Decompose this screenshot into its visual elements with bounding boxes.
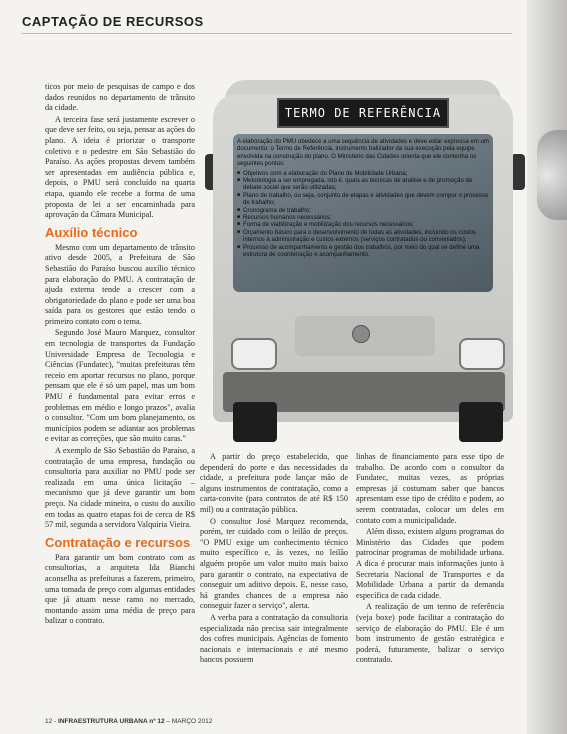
section-header: CAPTAÇÃO DE RECURSOS xyxy=(22,14,204,29)
wheel-right xyxy=(459,402,503,442)
headlight-left xyxy=(231,338,277,370)
paragraph: linhas de financiamento para esse tipo de trabalho. De acordo com o consultor da Fundatec, muitas vezes, as próprias empresas já costumam saber que bancos apresentam esse tipo de crédito e podem, ao serem contratadas, colocar um deles em contato com a municipalidade. xyxy=(356,452,504,525)
bus-destination-sign xyxy=(277,98,449,128)
list-item: ■ Recursos humanos necessários; xyxy=(237,214,490,221)
paragraph: Para garantir um bom contrato com as consultorias, a arquiteta Ida Bianchi aconselha as prefeituras a fazerem, primeiro, uma tomada de preço com algumas entidades que já atuam nesse ramo no mercado, montando assim uma média de preço para balizar o contrato. xyxy=(45,552,195,626)
adjacent-page-mirror-image xyxy=(537,130,567,220)
publication-name: INFRAESTRUTURA URBANA nº 12 xyxy=(58,718,165,725)
text-column-2 xyxy=(200,452,348,667)
subheading-contratacao: Contratação e recursos xyxy=(45,534,191,550)
paragraph: A exemplo de São Sebastião do Paraíso, a contratação de uma empresa, fundação ou consultoria para auxiliar no PMU pode ser realizada em uma única licitação – mecanismo que já deve garantir um bom preço. Na cidade mineira, o custo do auxílio em todas as quatro etapas foi de cerca de R$ 57 mil, segunda a servidora Valquíria Vieira. xyxy=(45,446,195,530)
issue-date: MARÇO 2012 xyxy=(171,718,213,725)
text-column-3 xyxy=(356,452,504,667)
box-intro: A elaboração do PMU obedece a uma sequência de atividades e deve estar expressa em um documento: o Termo de Referência, instrumento balizador da sua execução pela equipe envolvida na construção do plano. O Ministério das Cidades orienta que ele contenha os seguintes pontos: xyxy=(237,138,490,168)
text-column-1 xyxy=(45,82,195,628)
destination-text: TERMO DE REFERÊNCIA xyxy=(284,106,442,120)
paragraph: A realização de um termo de referência (veja boxe) pode facilitar a contratação do serviço de elaboração do PMU. Ele é um bom instrumento de gestão estratégica e poderá, futuramente, balizar o serviço contratado. xyxy=(356,602,504,665)
paragraph: O consultor José Marquez recomenda, porém, ter cuidado com o leilão de preços. "O PMU exige um conhecimento técnico muito específico e, às vezes, no leilão alguém propõe um valor muito mais baixo para garantir o contrato, na expectativa de conseguir um aditivo depois. E, nesse caso, há grandes chances de a empresa não conseguir fazer o serviço", alerta. xyxy=(200,516,348,611)
paragraph: A verba para a contratação da consultoria especializada não precisa sair integralmente dos cofres municipais. Agências de fomento nacionais e internacionais e até mesmo bancos possuem xyxy=(200,612,348,665)
bus-mirror-right xyxy=(511,154,525,190)
list-item: ■ Orçamento básico para o desenvolvimento de todas as atividades, incluindo os custos internos à administração e custos externos (serviços contratados ou conveniados); xyxy=(237,229,490,244)
list-item: ■ Forma de viabilização e mobilização dos recursos necessários; xyxy=(237,221,490,228)
page-footer: 12 - INFRAESTRUTURA URBANA nº 12 – MARÇO 2012 xyxy=(45,718,213,725)
reference-box xyxy=(237,138,490,259)
list-item: ■ Cronograma de trabalho; xyxy=(237,207,490,214)
page-fold-shadow xyxy=(527,0,567,734)
box-list xyxy=(237,170,490,259)
paragraph: Mesmo com um departamento de trânsito ativo desde 2005, a Prefeitura de São Sebastião do Paraíso buscou auxílio técnico para elaboração do PMU. A contratação de ajuda externa tende a crescer com a obrigatoriedade do plano e pode ser uma boa saída para os gestores que estão tendo o primeiro contato com o tema. xyxy=(45,242,195,326)
list-item: ■ Objetivos com a elaboração do Plano de Mobilidade Urbana; xyxy=(237,170,490,177)
paragraph: Além disso, existem alguns programas do Ministério das Cidades que podem patrocinar programas de mobilidade urbana. A dica é procurar mais informações junto à Secretaria Nacional de Transportes e da Mobilidade Urbana a partir da demanda específica de cada cidade. xyxy=(356,527,504,600)
subheading-auxilio-tecnico: Auxílio técnico xyxy=(45,224,138,240)
list-item: ■ Metodologia a ser empregada, isto é, quais as técnicas de análise e de promoção de debate social que serão utilizadas; xyxy=(237,177,490,192)
paragraph: Segundo José Mauro Marquez, consultor em tecnologia de transportes da Fundação Universidade Empresa de Tecnologia e Ciências (Fundatec), "muitas prefeituras têm receio em aportar recursos no plano, porque pensam que ele é só um papel, mas um bom PMU é fundamental para evitar erros e problemas em médio e longo prazos", avalia o consultor. "Com um bom planejamento, os municípios podem se adiantar aos problemas e evitar as correções, que são muito caras." xyxy=(45,328,195,444)
bus-illustration xyxy=(205,80,525,442)
paragraph: A partir do preço estabelecido, que dependerá do porte e das necessidades da cidade, a prefeitura pode lançar mão de alguns instrumentos de contratação, como a carta-convite (para contratos de até R$ 150 mil) ou a contratação pública. xyxy=(200,452,348,514)
page-number: 12 xyxy=(45,718,53,725)
paragraph: A terceira fase será justamente escrever o que deve ser feito, ou seja, pensar as ações do plano. A ideia é priorizar o transporte coletivo e o pedestre em São Sebastião do Paraíso. As ações propostas devem também ser apresentadas em audiência pública e, depois, o PMU será concluído na quarta etapa, quando ele recebe a forma de uma proposta de lei a ser encaminhada para aprovação da Câmara Municipal. xyxy=(45,114,195,220)
list-item: ■ Plano de trabalho, ou seja, conjunto de etapas e atividades que devem compor o processo de trabalho; xyxy=(237,192,490,207)
headlight-right xyxy=(459,338,505,370)
bus-logo-icon xyxy=(352,325,370,343)
wheel-left xyxy=(233,402,277,442)
header-divider xyxy=(22,33,512,34)
list-item: ■ Processo de acompanhamento e gestão dos trabalhos, por meio do qual se define uma estrutura de coordenação e acompanhamento. xyxy=(237,244,490,259)
paragraph: ticos por meio de pesquisas de campo e dos dados reunidos no departamento de trânsito da cidade. xyxy=(45,82,195,113)
